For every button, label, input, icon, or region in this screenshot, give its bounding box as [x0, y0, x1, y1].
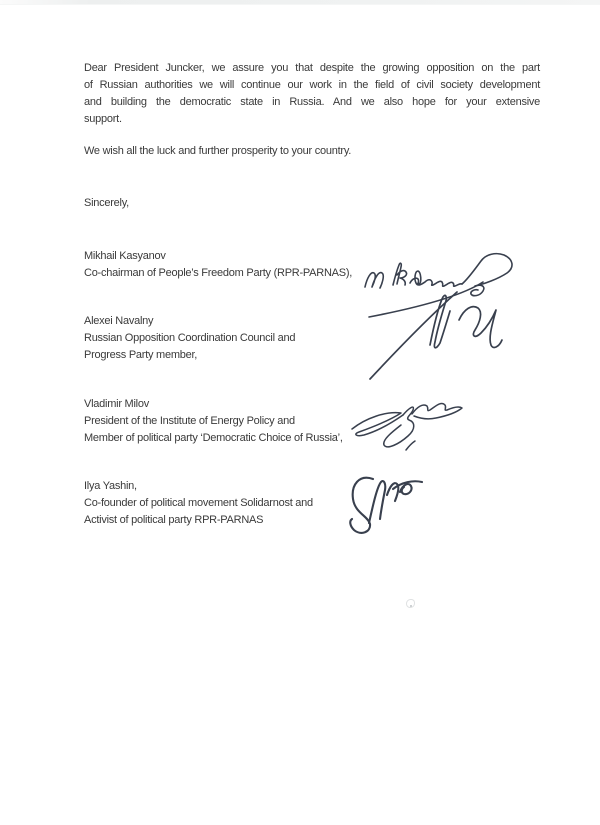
letter-body-line: Dear President Juncker, we assure you that despite the growing opposition on the part	[84, 62, 540, 74]
signer-title-line: Member of political party ‘Democratic Choice of Russia’,	[84, 432, 343, 444]
signer-title-line: Co-founder of political movement Solidarnost and	[84, 497, 313, 509]
letter-closing	[84, 195, 540, 212]
signer-name: Ilya Yashin,	[84, 480, 137, 492]
signer-title-line: Activist of political party RPR-PARNAS	[84, 514, 264, 526]
signer-block-yashin	[84, 478, 540, 529]
letter-paragraph-2	[84, 143, 540, 160]
letter-body-line: We wish all the luck and further prosperity to your country.	[84, 145, 352, 157]
signer-title-line: Russian Opposition Coordination Council and	[84, 332, 296, 344]
dust-speck-artifact	[406, 599, 415, 608]
signer-title-line: Progress Party member,	[84, 349, 198, 361]
letter-body-line: of Russian authorities we will continue our work in the field of civil society development	[84, 79, 540, 91]
closing-text: Sincerely,	[84, 197, 129, 209]
scan-edge-artifact	[0, 0, 600, 5]
signer-name: Mikhail Kasyanov	[84, 250, 166, 262]
yashin-signature	[343, 471, 429, 539]
letter-body-line: support.	[84, 113, 122, 125]
signer-block-milov	[84, 396, 540, 447]
milov-signature	[348, 392, 464, 458]
navalny-signature	[367, 287, 521, 383]
letter-paragraph-1	[84, 60, 540, 128]
signer-name: Alexei Navalny	[84, 315, 154, 327]
letter-body-line: and building the democratic state in Russia. And we also hope for your extensive	[84, 96, 540, 108]
signer-title-line: Co-chairman of People’s Freedom Party (RPR-PARNAS),	[84, 267, 353, 279]
signer-title-line: President of the Institute of Energy Policy and	[84, 415, 295, 427]
signer-name: Vladimir Milov	[84, 398, 149, 410]
